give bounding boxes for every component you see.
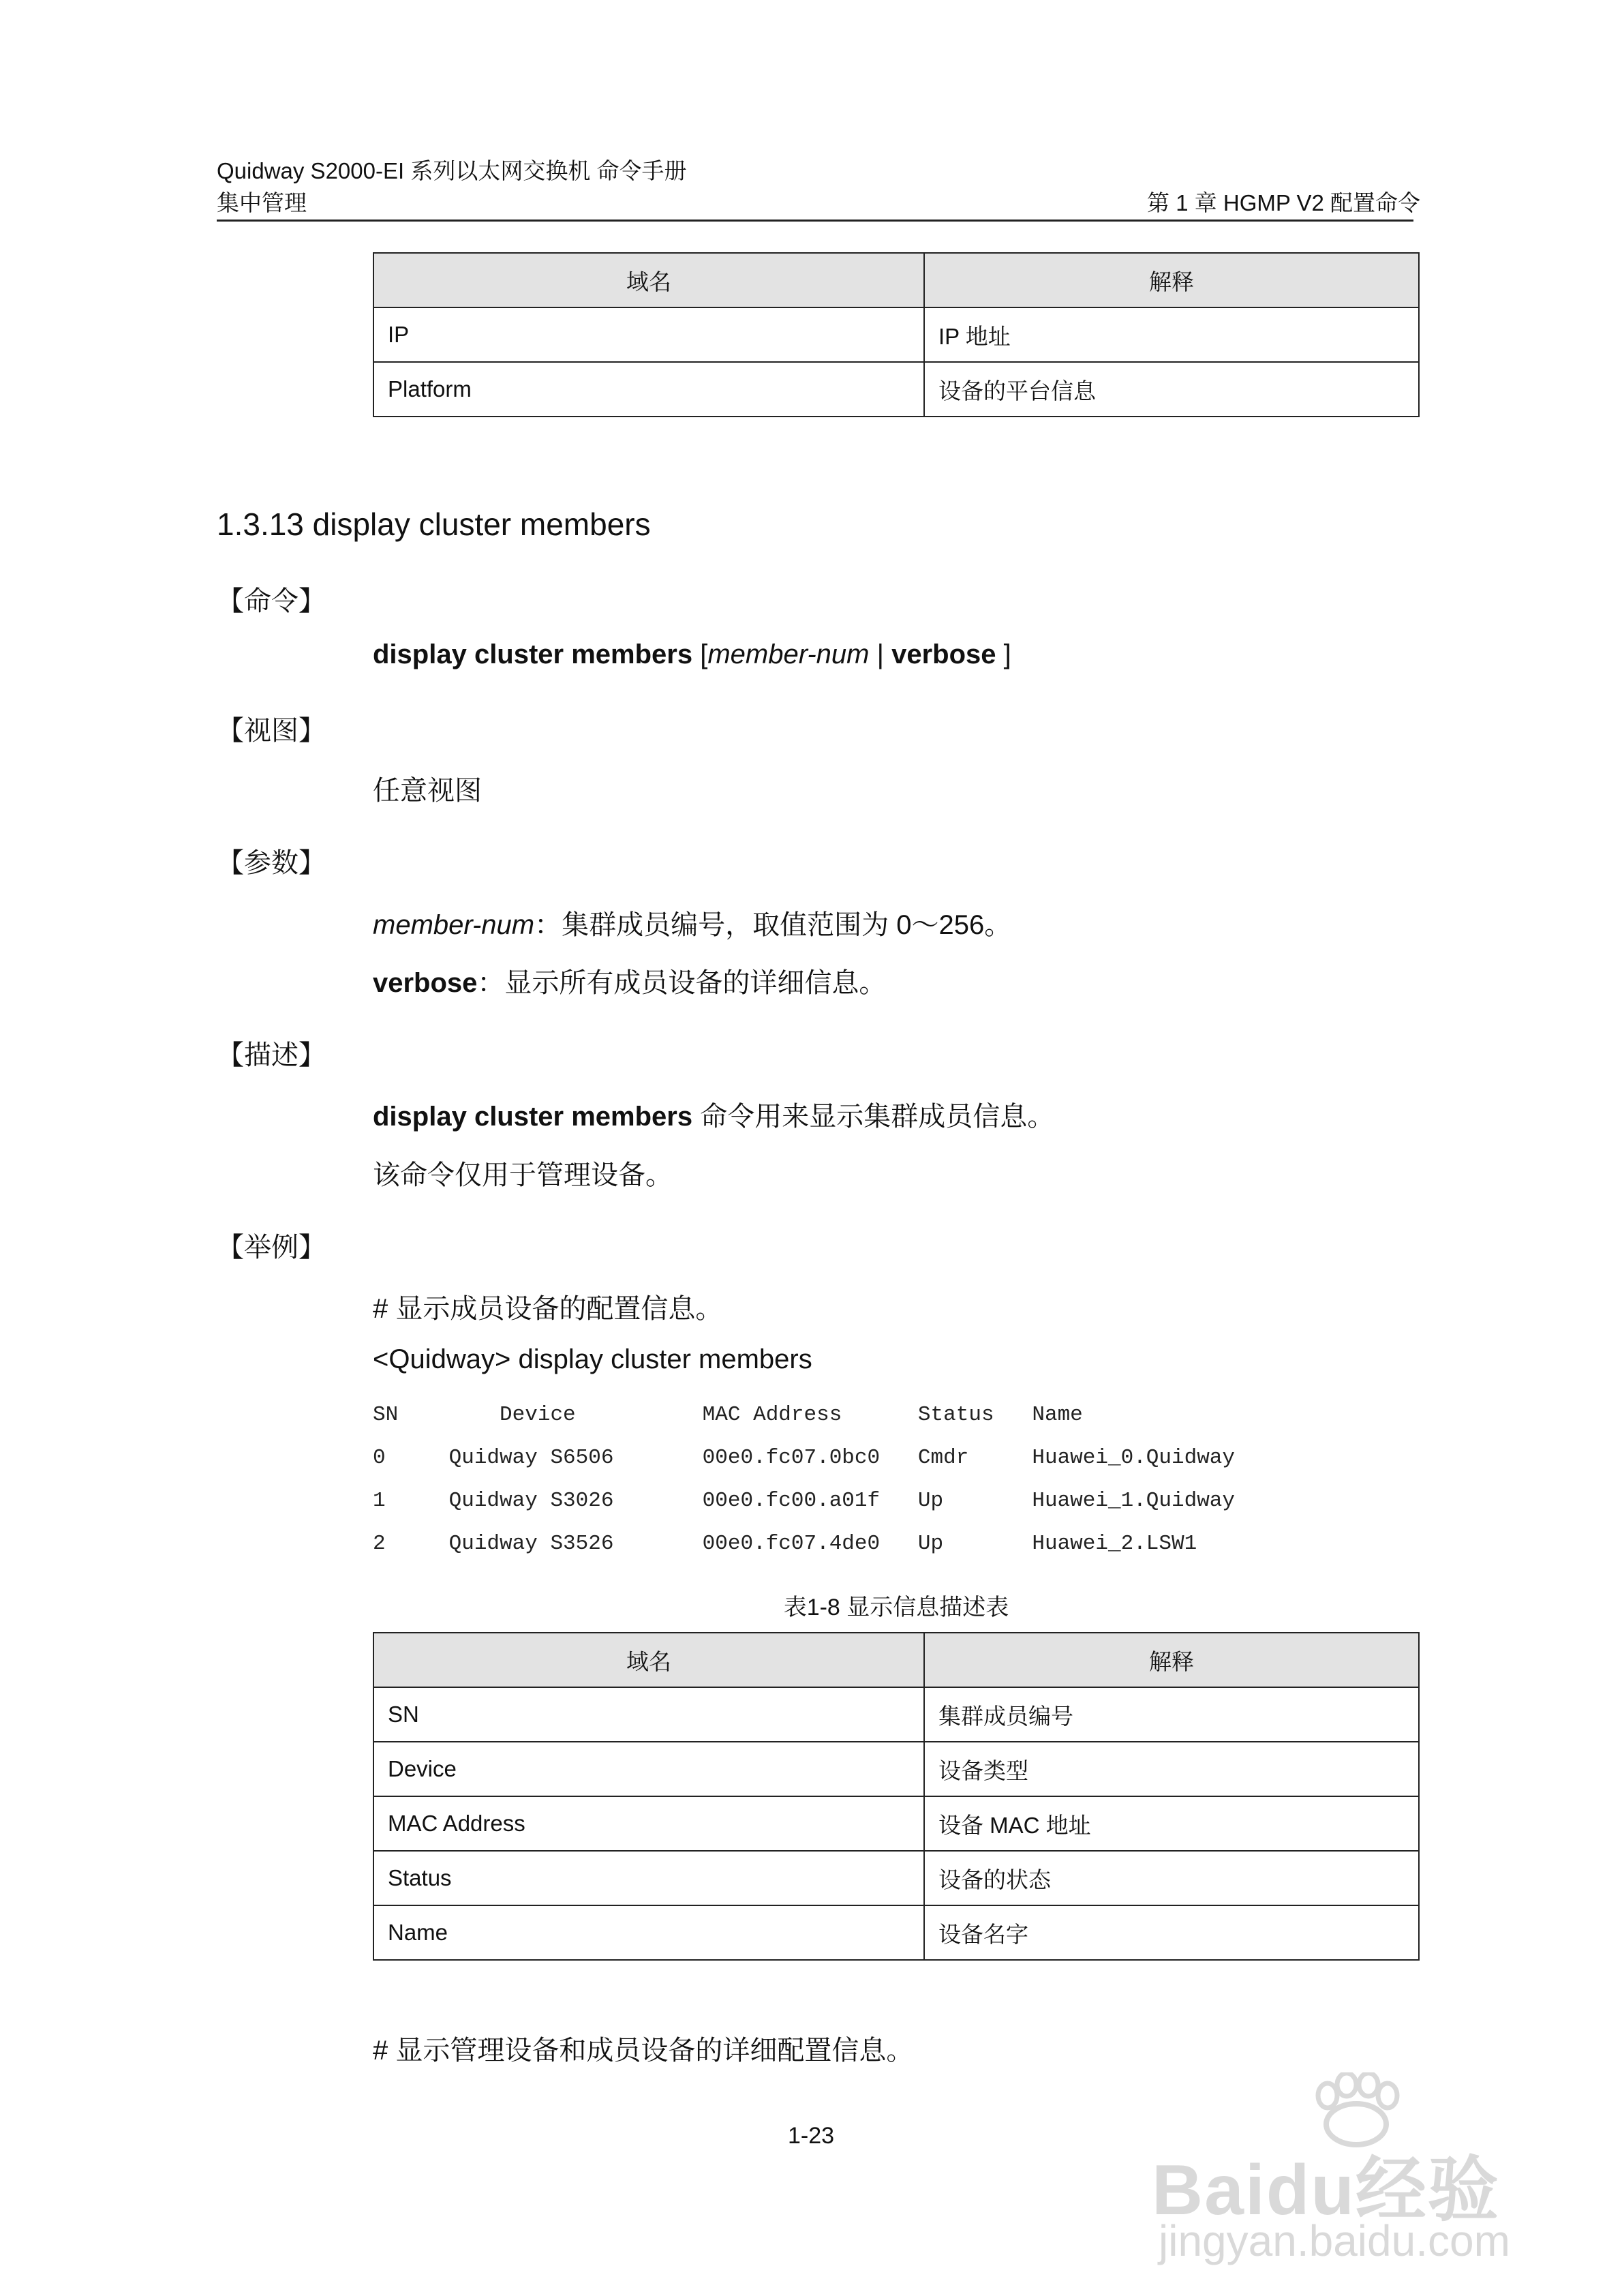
param-tag: 【参数】	[217, 848, 326, 878]
desc-line-2: 该命令仅用于管理设备。	[373, 1160, 673, 1190]
param-verbose	[373, 961, 886, 1000]
view-text: 任意视图	[373, 776, 482, 806]
output-line: 2 Quidway S3526 00e0.fc07.4de0 Up Huawei_2.LSW1	[373, 1532, 1197, 1556]
table-header-cell: 域名	[373, 1633, 924, 1687]
table-row	[373, 1742, 1419, 1796]
table-row	[373, 1687, 1419, 1742]
output-line: 0 Quidway S6506 00e0.fc07.0bc0 Cmdr Huawei_0.Quidway	[373, 1446, 1236, 1470]
desc-text: 命令用来显示集群成员信息。	[692, 1102, 1055, 1132]
example-line-1: # 显示成员设备的配置信息。	[373, 1294, 723, 1324]
table-header-cell: 解释	[924, 253, 1419, 307]
watermark-url: jingyan.baidu.com	[1159, 2216, 1510, 2265]
baidu-watermark	[1152, 2072, 1533, 2277]
command-bracket-open: [	[692, 639, 708, 669]
table-header-cell: 域名	[373, 253, 924, 307]
table-cell: 设备的状态	[924, 1851, 1419, 1905]
section-heading: 1.3.13 display cluster members	[217, 507, 651, 542]
table-header-row	[373, 253, 1419, 307]
command-tag: 【命令】	[217, 586, 326, 616]
example-line-2: # 显示管理设备和成员设备的详细配置信息。	[373, 2036, 914, 2066]
desc-line-1	[373, 1095, 1054, 1134]
command-bracket-close: ]	[996, 639, 1011, 669]
param-name: verbose	[373, 968, 478, 998]
header-rule	[217, 220, 1413, 222]
command-param: member-num	[707, 639, 870, 669]
table-cell: Platform	[373, 362, 924, 417]
table-cell: 设备名字	[924, 1905, 1419, 1960]
table-cell: Device	[373, 1742, 924, 1796]
view-tag: 【视图】	[217, 716, 326, 746]
table-row	[373, 362, 1419, 417]
param-member-num	[373, 903, 1011, 942]
table-caption: 表1-8 显示信息描述表	[783, 1595, 1009, 1620]
table-cell: SN	[373, 1687, 924, 1742]
field-table-top	[373, 252, 1420, 417]
param-desc: ：集群成员编号，取值范围为 0～256。	[534, 910, 1012, 940]
table-cell: 集群成员编号	[924, 1687, 1419, 1742]
table-row	[373, 1905, 1419, 1960]
output-header: SN Device MAC Address Status Name	[373, 1403, 1083, 1427]
command-syntax	[373, 639, 1011, 670]
field-table-main	[373, 1632, 1420, 1961]
table-cell: Status	[373, 1851, 924, 1905]
desc-command: display cluster members	[373, 1102, 693, 1132]
example-prompt: <Quidway> display cluster members	[373, 1344, 812, 1374]
table-cell: IP	[373, 307, 924, 362]
header-chapter: 第 1 章 HGMP V2 配置命令	[1147, 190, 1420, 215]
watermark-brand: Baidu经验	[1152, 2151, 1500, 2230]
example-tag: 【举例】	[217, 1233, 326, 1263]
table-cell: IP 地址	[924, 307, 1419, 362]
output-line: 1 Quidway S3026 00e0.fc00.a01f Up Huawei_1.Quidway	[373, 1489, 1236, 1513]
header-title: Quidway S2000-EI 系列以太网交换机 命令手册	[217, 158, 687, 183]
param-name: member-num	[373, 910, 535, 940]
header-section: 集中管理	[217, 190, 307, 215]
table-cell: MAC Address	[373, 1796, 924, 1851]
command-name: display cluster members	[373, 639, 693, 669]
table-header-row	[373, 1633, 1419, 1687]
table-cell: 设备的平台信息	[924, 362, 1419, 417]
table-cell: Name	[373, 1905, 924, 1960]
table-row	[373, 1796, 1419, 1851]
page-number: 1-23	[787, 2123, 835, 2149]
param-desc: ：显示所有成员设备的详细信息。	[477, 968, 887, 998]
table-header-cell: 解释	[924, 1633, 1419, 1687]
command-verbose: verbose	[891, 639, 996, 669]
command-pipe: |	[869, 639, 892, 669]
table-cell: 设备 MAC 地址	[924, 1796, 1419, 1851]
table-row	[373, 307, 1419, 362]
desc-tag: 【描述】	[217, 1040, 326, 1070]
table-cell: 设备类型	[924, 1742, 1419, 1796]
table-row	[373, 1851, 1419, 1905]
